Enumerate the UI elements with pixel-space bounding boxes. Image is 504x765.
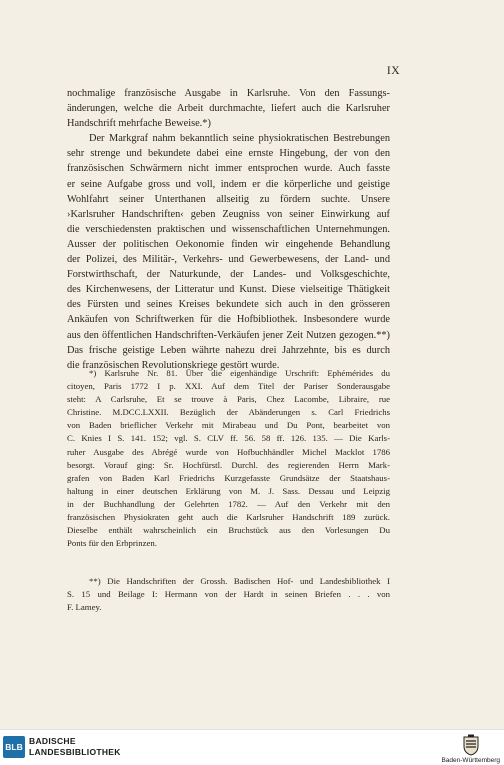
text-line: S. 15 und Beilage I: Hermann von der Hardt in seinen Briefen . . . von <box>67 589 390 600</box>
text-line: änderungen, welche die Arbeit durchmachte, liefert auch die Karlsruher <box>67 103 390 115</box>
text-line: Ponts für den Erbprinzen. <box>67 538 157 549</box>
main-text <box>67 86 390 373</box>
footer-bar <box>0 729 504 765</box>
blb-logo[interactable]: BLB <box>3 736 25 758</box>
text-line: ruher Ausgabe des Abrégé wurde von Hofbuchhändler Michel Macklot 1786 <box>67 446 390 457</box>
library-name-line2: LANDESBIBLIOTHEK <box>29 747 121 757</box>
text-line: citoyen, Paris 1772 I p. XXI. Auf dem Titel der Pariser Sonderausgabe <box>67 381 390 392</box>
text-line: Handschrift mehrfache Beweise.*) <box>67 118 211 130</box>
text-line: **) Die Handschriften der Grossh. Badischen Hof- und Landesbibliothek I <box>89 576 390 586</box>
text-line: Dieselbe enthält wahrscheinlich ein Bruchstück aus den Vorlesungen Du <box>67 525 390 536</box>
text-line: C. Knies I S. 141. 152; vgl. S. CLV ff. 56. 58 ff. 126. 135. — Die Karls- <box>67 433 390 444</box>
text-line: des Fürsten und seines Kreises bekundete sich auch in den grösseren <box>67 299 390 311</box>
text-line: Das frische geistige Leben währte nahezu drei Jahrzehnte, bis es durch <box>67 344 390 356</box>
text-line: steht: A Carlsruhe, Et se trouve à Paris, Chez Lacombe, Libraire, rue <box>67 394 390 405</box>
text-line: haltung in einer deutschen Erklärung von M. J. Sass. Dessau und Leipzig <box>67 485 390 496</box>
text-line: französischen Schwärmern nicht immer entsprochen wurde. Auch fasste <box>67 163 390 175</box>
text-line: in der Buchhandlung der Gelehrten 1782. — Auf den Verkehr mit den <box>67 498 390 509</box>
text-line: grafen von Baden Karl Friedrichs Kurzgefasste Grundsätze der Staatshaus- <box>67 472 390 483</box>
footnote-2 <box>67 575 390 614</box>
text-line: des Kirchenwesens, der Litteratur und Kunst. Diese vielseitige Thätigkeit <box>67 284 390 296</box>
library-name <box>29 736 121 758</box>
text-line: F. Lamey. <box>67 602 102 613</box>
text-line: von Baden brieflicher Verkehr mit Mirabeau und Du Pont, bearbeitet von <box>67 420 390 431</box>
coat-of-arms-icon <box>461 734 481 756</box>
text-line: besorgt. Vorauf ging: Sr. Hochfürstl. Durchl. des regierenden Herrn Mark- <box>67 459 390 470</box>
text-line: Christine. M.DCC.LXXII. Bezüglich der Abänderungen s. Carl Friedrichs <box>67 407 390 418</box>
library-name-line1: BADISCHE <box>29 736 76 746</box>
text-line: Der Markgraf nahm bekanntlich seine physiokratischen Bestrebungen <box>89 133 390 145</box>
text-line: er seine Aufgabe gross und voll, indem er die körperliche und geistige <box>67 178 390 190</box>
text-line: Forstwirthschaft, der Naturkunde, der Landes- und Volksgeschichte, <box>67 269 390 281</box>
footnote-1 <box>67 367 390 550</box>
text-line: *) Karlsruhe Nr. 81. Über die eigenhändige Urschrift: Ephémérides du <box>89 368 390 378</box>
text-line: die verschiedensten praktischen und wissenschaftlichen Unternehmungen. <box>67 223 390 235</box>
page-number: IX <box>386 65 400 77</box>
region-label: Baden-Württemberg <box>441 757 500 764</box>
text-line: Ausser der politischen Oekonomie finden wir eingehende Behandlung <box>67 238 390 250</box>
text-line: französischen Physiokraten geht auch die Karlsruher Handschrift 189 zurück. <box>67 512 390 523</box>
text-line: sehr strenge und bekundete dabei eine ernste Hingebung, der von den <box>67 148 390 160</box>
text-line: aus den öffentlichen Handschriften-Verkäufen jener Zeit Nutzen gezogen.**) <box>67 329 390 341</box>
text-line: der Polizei, des Militär-, Verkehrs- und Gewerbewesens, der Land- und <box>67 254 390 266</box>
text-line: Wohlfahrt seiner Unterthanen allseitig zu fördern suchte. Unsere <box>67 193 390 205</box>
text-line: die französischen Revolutionskriege gestört wurde. <box>67 359 280 371</box>
text-line: Ankäufen von Schriftwerken für die Hofbibliothek. Insbesondere wurde <box>67 314 390 326</box>
text-line: ›Karlsruher Handschriften‹ geben Zeugniss von seiner Einwirkung auf <box>67 208 390 220</box>
text-line: nochmalige französische Ausgabe in Karlsruhe. Von den Fassungs- <box>67 88 390 99</box>
